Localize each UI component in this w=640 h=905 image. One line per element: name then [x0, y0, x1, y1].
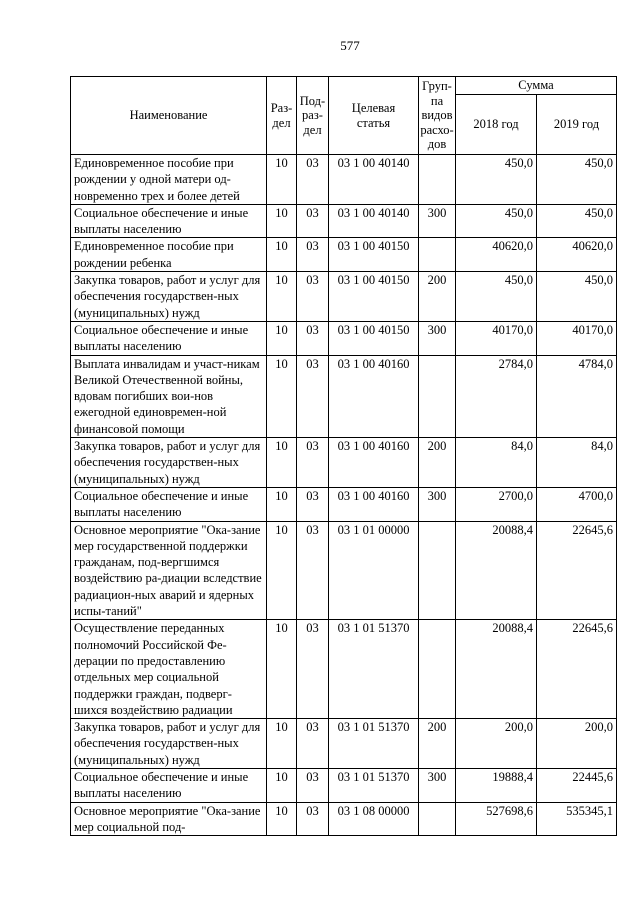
- row-razdel: 10: [267, 321, 297, 355]
- table-row: [71, 620, 617, 719]
- row-podrazdel: 03: [297, 802, 329, 836]
- table-row: [71, 155, 617, 205]
- row-name: Осуществление переданных полномочий Российской Фе-дерации по предоставлению отдельных мер социальной поддержки граждан, подверг-шихся воздействию радиации: [71, 620, 267, 719]
- row-sum-2018: 450,0: [456, 204, 537, 238]
- table-row: [71, 802, 617, 836]
- row-sum-2018: 527698,6: [456, 802, 537, 836]
- row-podrazdel: 03: [297, 272, 329, 322]
- row-name: Выплата инвалидам и участ-никам Великой Отечественной войны, вдовам погибших вои-нов ежегодной единовремен-ной финансовой помощи: [71, 355, 267, 437]
- row-group: [419, 802, 456, 836]
- row-name: Социальное обеспечение и иные выплаты населению: [71, 204, 267, 238]
- header-target: Целевая статья: [329, 77, 419, 155]
- row-sum-2018: 20088,4: [456, 620, 537, 719]
- table-row: [71, 355, 617, 437]
- row-target: 03 1 01 51370: [329, 719, 419, 769]
- row-podrazdel: 03: [297, 238, 329, 272]
- row-group: 300: [419, 321, 456, 355]
- row-sum-2018: 84,0: [456, 438, 537, 488]
- table-row: [71, 272, 617, 322]
- row-target: 03 1 00 40150: [329, 321, 419, 355]
- row-target: 03 1 01 51370: [329, 768, 419, 802]
- row-target: 03 1 00 40160: [329, 355, 419, 437]
- row-name: Закупка товаров, работ и услуг для обеспечения государствен-ных (муниципальных) нужд: [71, 719, 267, 769]
- table-row: [71, 438, 617, 488]
- row-podrazdel: 03: [297, 521, 329, 620]
- row-sum-2019: 450,0: [537, 204, 617, 238]
- row-group: 200: [419, 719, 456, 769]
- row-group: 200: [419, 272, 456, 322]
- row-sum-2019: 84,0: [537, 438, 617, 488]
- row-razdel: 10: [267, 272, 297, 322]
- row-sum-2019: 40620,0: [537, 238, 617, 272]
- row-sum-2018: 19888,4: [456, 768, 537, 802]
- row-target: 03 1 08 00000: [329, 802, 419, 836]
- row-razdel: 10: [267, 768, 297, 802]
- row-name: Основное мероприятие "Ока-зание мер государственной поддержки гражданам, под-вергшимся воздействию ра-диации вследствие радиацион-ных аварий и ядерных испы-таний": [71, 521, 267, 620]
- row-podrazdel: 03: [297, 355, 329, 437]
- page-number: 577: [340, 38, 360, 53]
- table-row: [71, 521, 617, 620]
- row-target: 03 1 01 51370: [329, 620, 419, 719]
- row-name: Социальное обеспечение и иные выплаты населению: [71, 768, 267, 802]
- row-sum-2018: 2784,0: [456, 355, 537, 437]
- row-sum-2019: 40170,0: [537, 321, 617, 355]
- table-header: [71, 77, 617, 155]
- table-row: [71, 768, 617, 802]
- row-sum-2019: 450,0: [537, 155, 617, 205]
- table-row: [71, 204, 617, 238]
- row-target: 03 1 00 40140: [329, 204, 419, 238]
- row-sum-2018: 2700,0: [456, 487, 537, 521]
- row-name: Закупка товаров, работ и услуг для обеспечения государствен-ных (муниципальных) нужд: [71, 272, 267, 322]
- table-row: [71, 238, 617, 272]
- budget-table: [70, 76, 617, 836]
- header-razdel: Раз- дел: [267, 77, 297, 155]
- row-name: Социальное обеспечение и иные выплаты населению: [71, 487, 267, 521]
- row-razdel: 10: [267, 204, 297, 238]
- row-razdel: 10: [267, 620, 297, 719]
- row-target: 03 1 00 40160: [329, 487, 419, 521]
- row-name: Единовременное пособие при рождении ребенка: [71, 238, 267, 272]
- row-target: 03 1 01 00000: [329, 521, 419, 620]
- row-group: [419, 238, 456, 272]
- row-sum-2018: 200,0: [456, 719, 537, 769]
- row-razdel: 10: [267, 355, 297, 437]
- row-name: Закупка товаров, работ и услуг для обеспечения государствен-ных (муниципальных) нужд: [71, 438, 267, 488]
- row-razdel: 10: [267, 155, 297, 205]
- row-name: Основное мероприятие "Ока-зание мер социальной под-: [71, 802, 267, 836]
- row-group: [419, 355, 456, 437]
- row-group: 300: [419, 204, 456, 238]
- row-sum-2018: 40620,0: [456, 238, 537, 272]
- row-sum-2019: 4700,0: [537, 487, 617, 521]
- row-name: Единовременное пособие при рождении у одной матери од-новременно трех и более детей: [71, 155, 267, 205]
- row-sum-2019: 4784,0: [537, 355, 617, 437]
- row-sum-2019: 22645,6: [537, 521, 617, 620]
- header-group: Груп- па видов расхо- дов: [419, 77, 456, 155]
- row-sum-2019: 450,0: [537, 272, 617, 322]
- row-podrazdel: 03: [297, 321, 329, 355]
- row-name: Социальное обеспечение и иные выплаты населению: [71, 321, 267, 355]
- row-sum-2019: 535345,1: [537, 802, 617, 836]
- row-razdel: 10: [267, 719, 297, 769]
- row-podrazdel: 03: [297, 768, 329, 802]
- row-podrazdel: 03: [297, 719, 329, 769]
- row-target: 03 1 00 40150: [329, 272, 419, 322]
- row-group: [419, 521, 456, 620]
- row-razdel: 10: [267, 438, 297, 488]
- row-razdel: 10: [267, 487, 297, 521]
- row-podrazdel: 03: [297, 204, 329, 238]
- table-body: [71, 155, 617, 836]
- table-row: [71, 321, 617, 355]
- header-podrazdel: Под- раз- дел: [297, 77, 329, 155]
- row-sum-2019: 22645,6: [537, 620, 617, 719]
- row-group: 300: [419, 487, 456, 521]
- row-sum-2018: 450,0: [456, 155, 537, 205]
- row-group: [419, 620, 456, 719]
- row-group: 300: [419, 768, 456, 802]
- row-sum-2019: 22445,6: [537, 768, 617, 802]
- row-razdel: 10: [267, 802, 297, 836]
- row-group: [419, 155, 456, 205]
- row-target: 03 1 00 40140: [329, 155, 419, 205]
- row-podrazdel: 03: [297, 487, 329, 521]
- row-podrazdel: 03: [297, 620, 329, 719]
- row-sum-2019: 200,0: [537, 719, 617, 769]
- row-sum-2018: 20088,4: [456, 521, 537, 620]
- header-name: Наименование: [71, 77, 267, 155]
- row-razdel: 10: [267, 238, 297, 272]
- row-podrazdel: 03: [297, 155, 329, 205]
- row-target: 03 1 00 40150: [329, 238, 419, 272]
- header-year-2018: 2018 год: [456, 95, 537, 155]
- header-sum: Сумма: [456, 77, 617, 95]
- row-razdel: 10: [267, 521, 297, 620]
- row-podrazdel: 03: [297, 438, 329, 488]
- header-year-2019: 2019 год: [537, 95, 617, 155]
- table-row: [71, 487, 617, 521]
- row-group: 200: [419, 438, 456, 488]
- table-row: [71, 719, 617, 769]
- row-sum-2018: 450,0: [456, 272, 537, 322]
- row-sum-2018: 40170,0: [456, 321, 537, 355]
- row-target: 03 1 00 40160: [329, 438, 419, 488]
